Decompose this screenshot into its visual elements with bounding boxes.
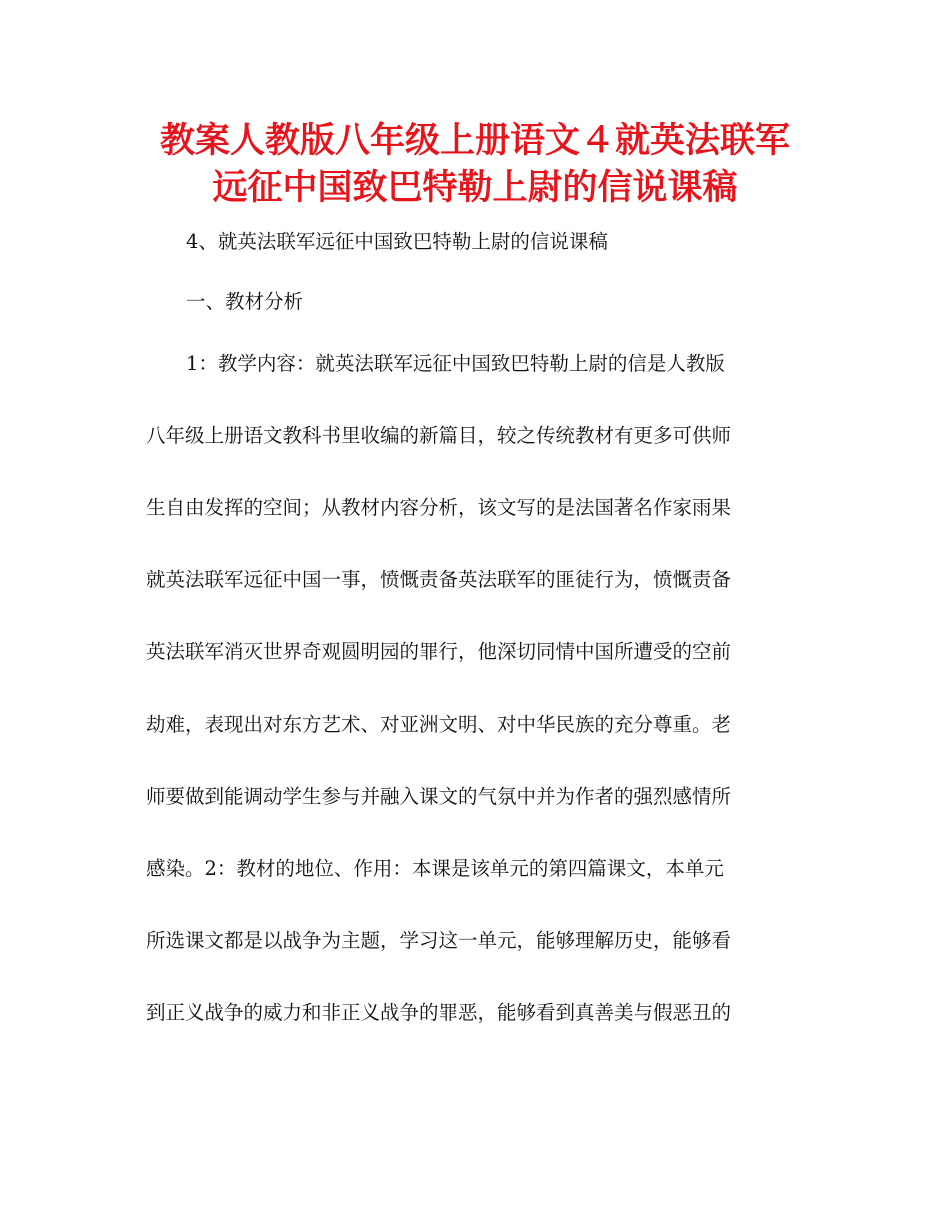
body-line: 到正义战争的威力和非正义战争的罪恶，能够看到真善美与假恶丑的 [146, 1001, 732, 1024]
title-line-1: 教案人教版八年级上册语文４就英法联军 [159, 121, 790, 161]
body-line: 师要做到能调动学生参与并融入课文的气氛中并为作者的强烈感情所 [146, 785, 732, 808]
body-line: 就英法联军远征中国一事，愤慨责备英法联军的匪徒行为，愤慨责备 [146, 568, 732, 591]
body-line: 生自由发挥的空间；从教材内容分析，该文写的是法国著名作家雨果 [146, 496, 732, 519]
body-line: 所选课文都是以战争为主题，学习这一单元，能够理解历史，能够看 [146, 929, 732, 952]
body-line: 感染。2：教材的地位、作用：本课是该单元的第四篇课文，本单元 [146, 857, 724, 880]
body-line: 1：教学内容：就英法联军远征中国致巴特勒上尉的信是人教版 [186, 352, 725, 375]
body-line: 八年级上册语文教科书里收编的新篇目，较之传统教材有更多可供师 [146, 424, 732, 447]
title-line-2: 远征中国致巴特勒上尉的信说课稿 [212, 168, 738, 208]
document-title [100, 118, 850, 212]
body-line: 劫难，表现出对东方艺术、对亚洲文明、对中华民族的充分尊重。老 [146, 713, 732, 736]
section-heading: 一、教材分析 [186, 290, 304, 313]
body-line: 英法联军消灭世界奇观圆明园的罪行，他深切同情中国所遭受的空前 [146, 640, 732, 663]
subtitle: 4、就英法联军远征中国致巴特勒上尉的信说课稿 [186, 230, 608, 253]
